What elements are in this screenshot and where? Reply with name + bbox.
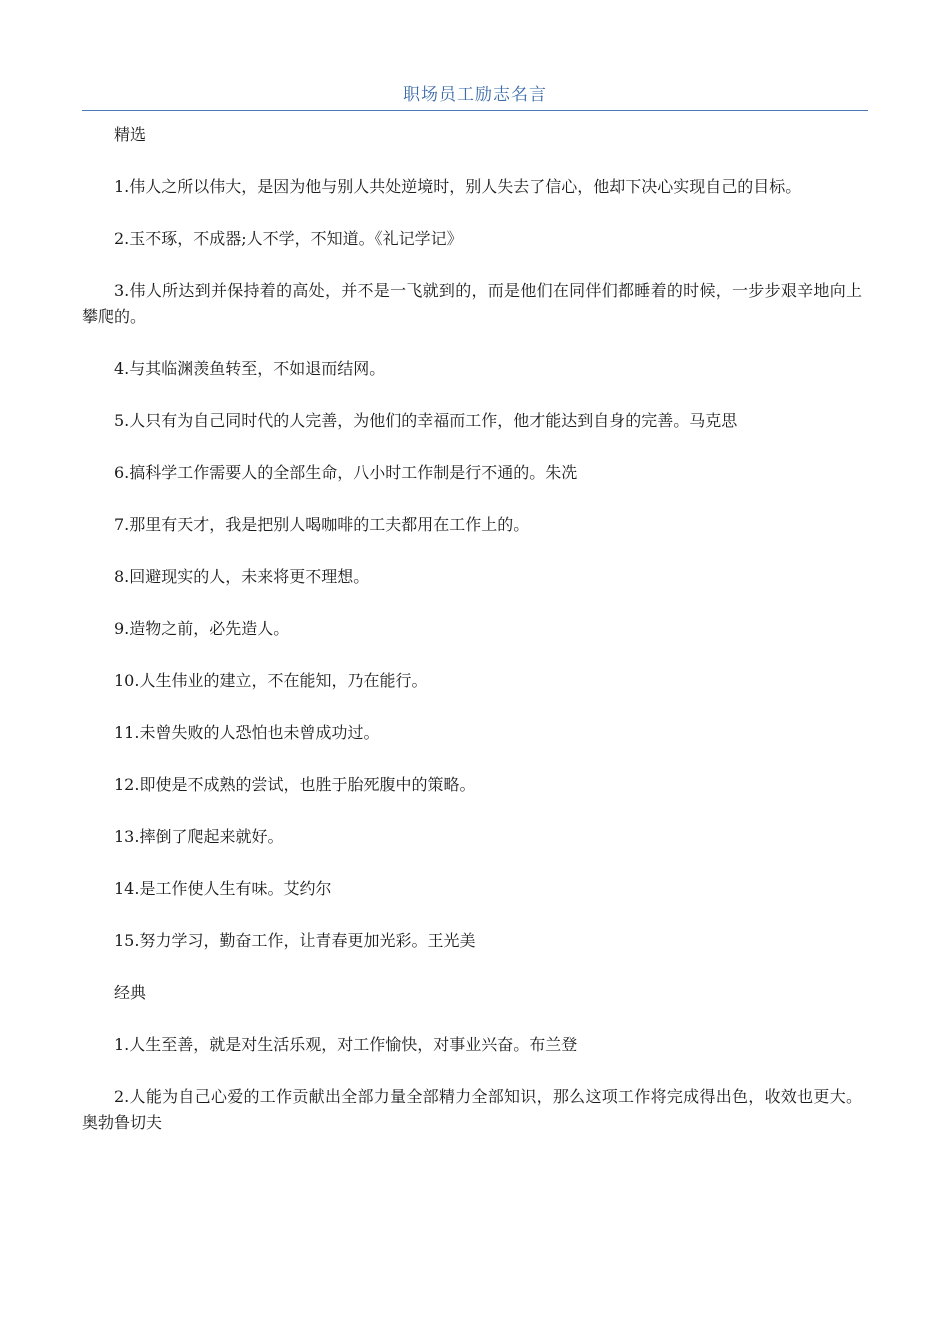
quote-item: 9.造物之前，必先造人。 — [114, 619, 290, 638]
quote-item: 2.人能为自己心爱的工作贡献出全部力量全部精力全部知识，那么这项工作将完成得出色，收效也更大。奥勃鲁切夫 — [82, 1087, 862, 1132]
section-heading-classic: 经典 — [114, 983, 147, 1002]
quote-item: 15.努力学习，勤奋工作，让青春更加光彩。王光美 — [114, 931, 476, 950]
quote-item: 13.摔倒了爬起来就好。 — [114, 827, 284, 846]
quote-item: 14.是工作使人生有味。艾约尔 — [114, 879, 332, 898]
page-header — [82, 82, 868, 111]
quote-item: 12.即使是不成熟的尝试，也胜于胎死腹中的策略。 — [114, 775, 476, 794]
quote-item: 3.伟人所达到并保持着的高处，并不是一飞就到的，而是他们在同伴们都睡着的时候，一步步艰辛地向上攀爬的。 — [82, 281, 862, 326]
quote-item: 1.伟人之所以伟大，是因为他与别人共处逆境时，别人失去了信心，他却下决心实现自己的目标。 — [114, 177, 802, 196]
quote-item: 6.搞科学工作需要人的全部生命，八小时工作制是行不通的。朱冼 — [114, 463, 578, 482]
quote-item: 4.与其临渊羡鱼转至，不如退而结网。 — [114, 359, 386, 378]
quote-item: 10.人生伟业的建立，不在能知，乃在能行。 — [114, 671, 428, 690]
quote-item: 1.人生至善，就是对生活乐观，对工作愉快，对事业兴奋。布兰登 — [114, 1035, 578, 1054]
quote-item: 11.未曾失败的人恐怕也未曾成功过。 — [114, 723, 380, 742]
quote-item: 2.玉不琢，不成器;人不学，不知道。《礼记学记》 — [114, 229, 463, 248]
quote-item: 8.回避现实的人，未来将更不理想。 — [114, 567, 370, 586]
section-heading-selected: 精选 — [114, 125, 147, 144]
document-body — [82, 122, 862, 1162]
quote-item: 7.那里有天才，我是把别人喝咖啡的工夫都用在工作上的。 — [114, 515, 530, 534]
quote-item: 5.人只有为自己同时代的人完善，为他们的幸福而工作，他才能达到自身的完善。马克思 — [114, 411, 738, 430]
document-title: 职场员工励志名言 — [403, 85, 547, 105]
